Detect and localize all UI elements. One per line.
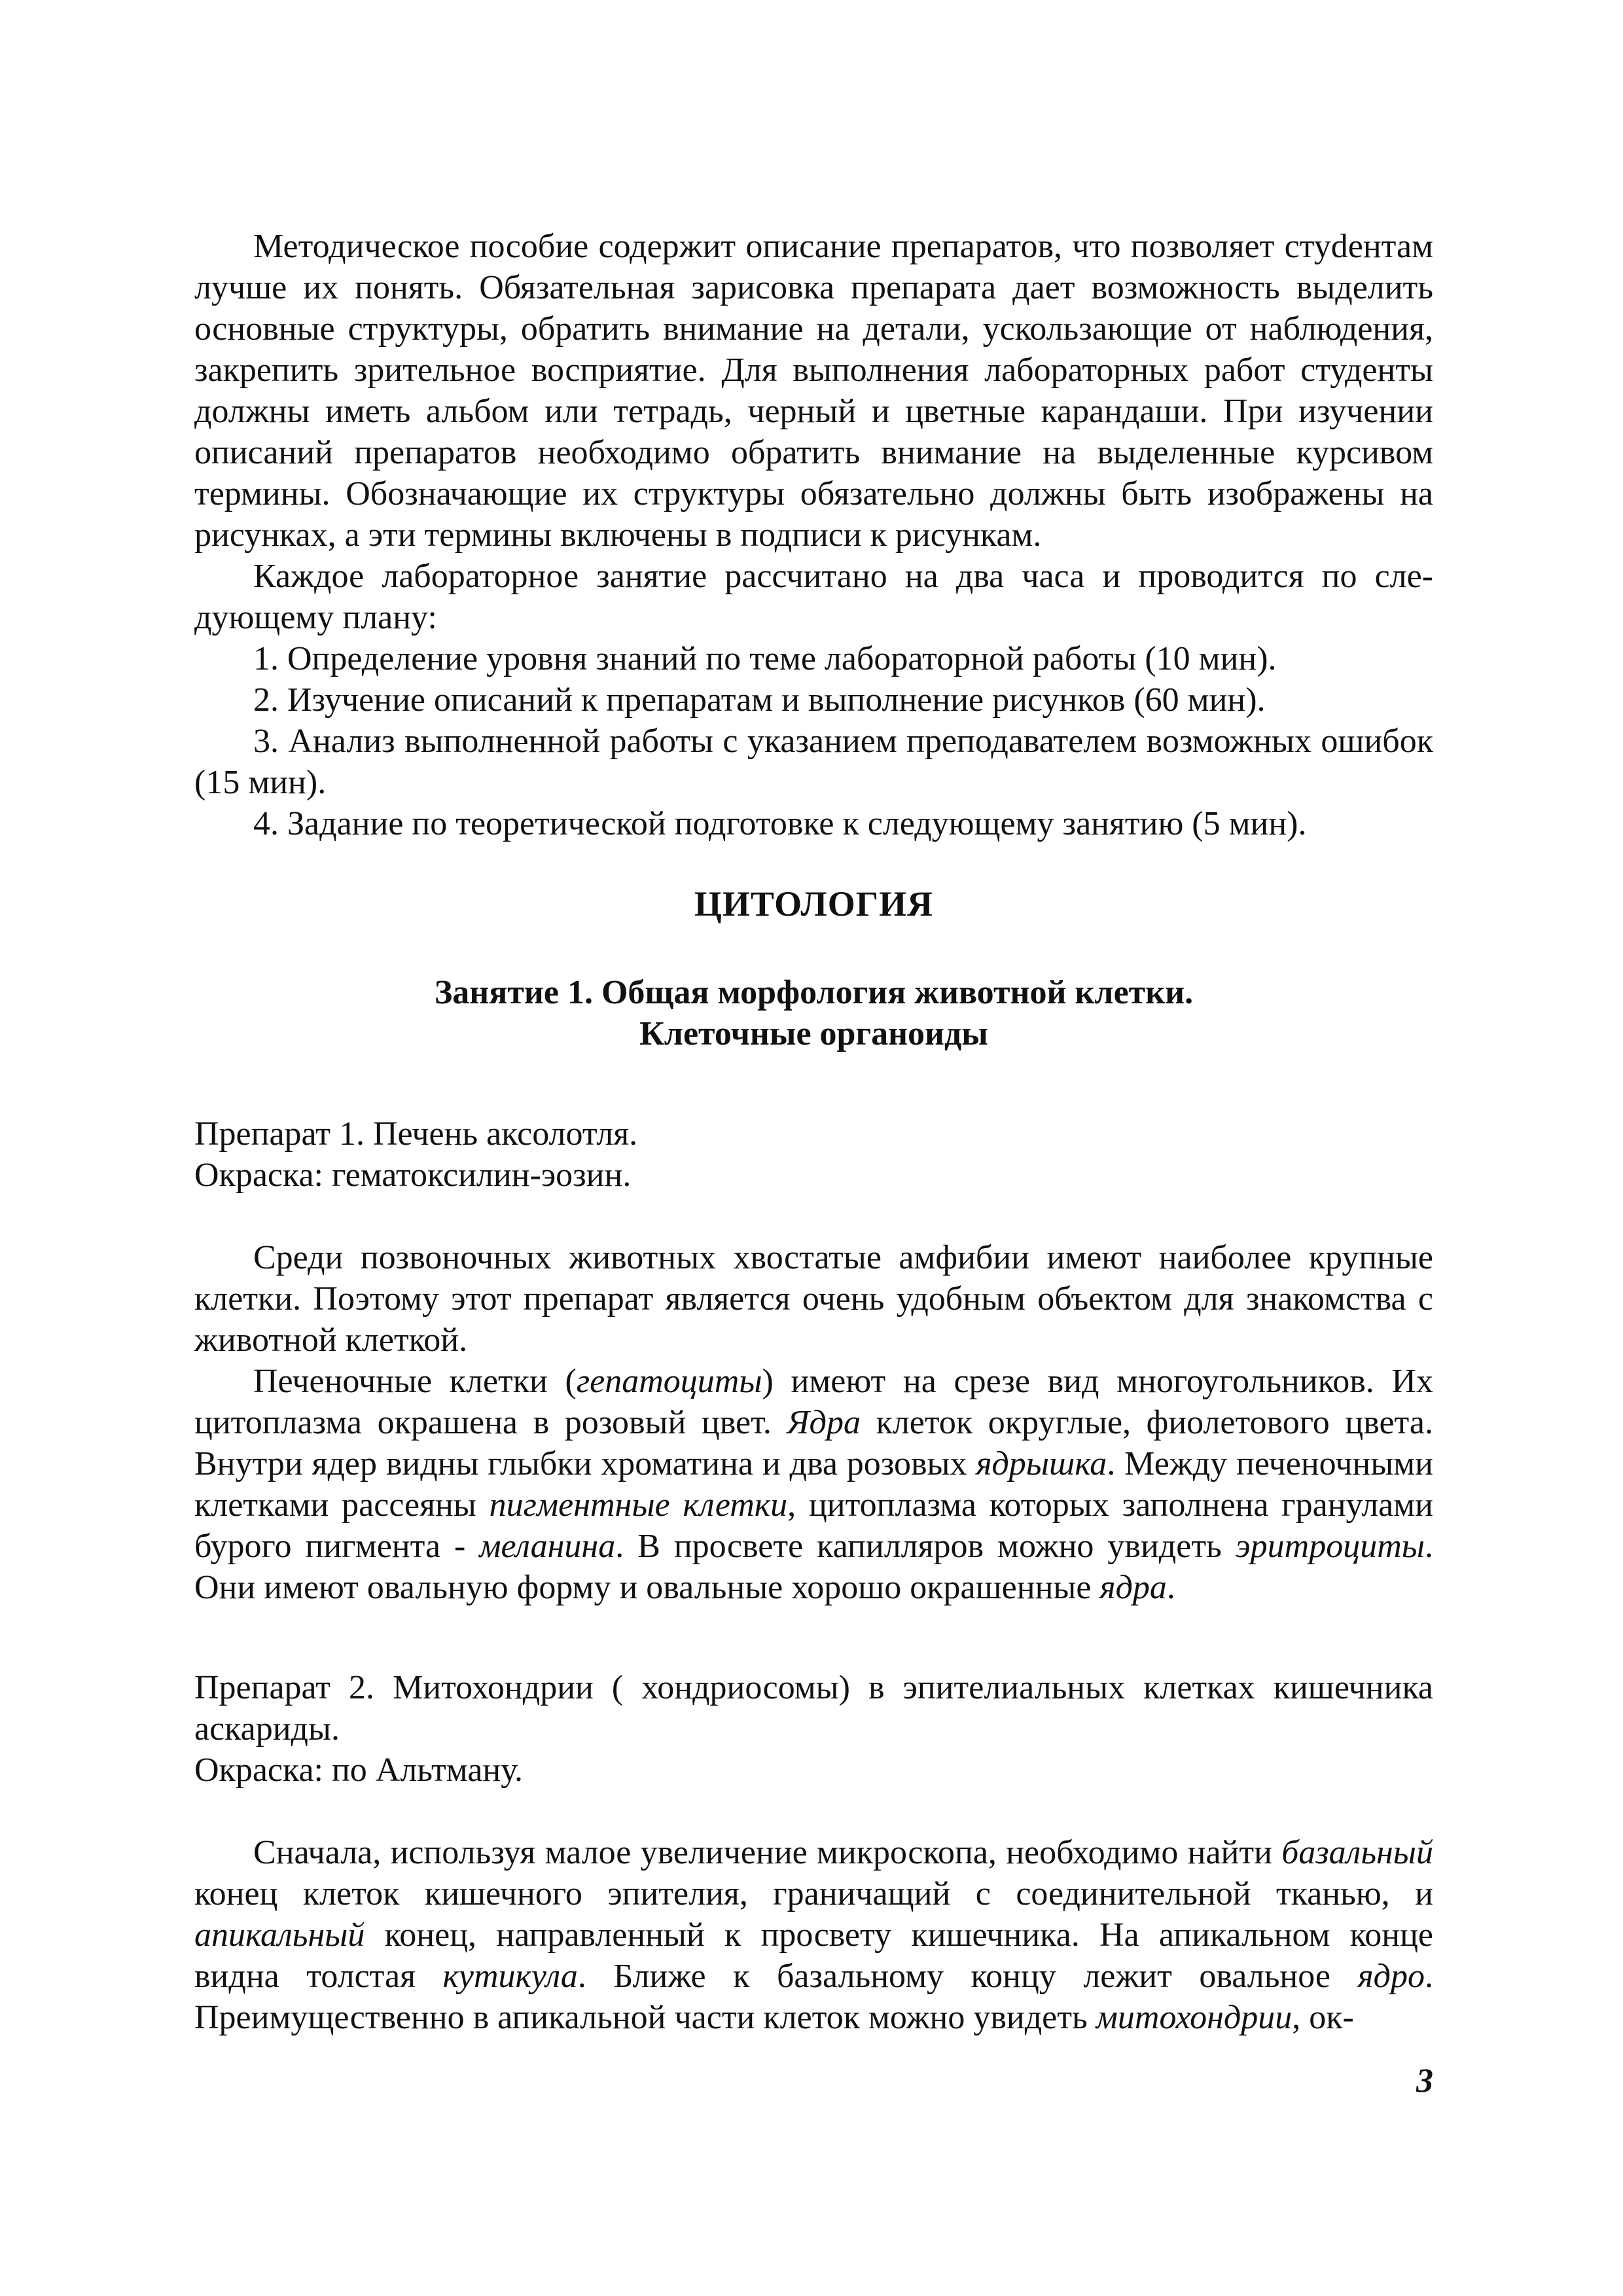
document-page bbox=[194, 226, 1433, 2038]
term-nuclei-2: ядра bbox=[1099, 1569, 1167, 1606]
text-run: , цитоплазма которых заполнена гранулами бурого пигмента - bbox=[194, 1486, 1433, 1565]
text-run: . Ближе к базальному концу лежит овальное bbox=[577, 1958, 1358, 1995]
text-run: . Преимущественно в апикальной части клеток можно увидеть bbox=[194, 1958, 1433, 2036]
section-title: ЦИТОЛОГИЯ bbox=[694, 884, 934, 924]
prep2-header bbox=[194, 1667, 1433, 1791]
plan-item-4: 4. Задание по теоретической подготовке к следующему занятию (5 мин). bbox=[253, 805, 1307, 842]
text-run: конец клеток кишечного эпителия, граничащий с соединительной тканью, и bbox=[194, 1875, 1433, 1912]
term-basal: базальный bbox=[1281, 1834, 1433, 1871]
spacer bbox=[194, 1196, 1433, 1237]
text-run: . bbox=[1166, 1569, 1175, 1606]
prep1-paragraph-1: Среди позвоночных животных хвостатые амфибии имеют наиболее крупные клетки. Поэтому этот препарат является очень удобным объектом для знакомства с животной клеткой. bbox=[194, 1239, 1433, 1359]
term-pigment-cells: пигментные клетки bbox=[489, 1486, 788, 1524]
plan-item-2: 2. Изучение описаний к препаратам и выполнение рисунков (60 мин). bbox=[253, 681, 1266, 719]
spacer bbox=[194, 1791, 1433, 1832]
term-nuclei: Ядра bbox=[787, 1404, 861, 1441]
intro-paragraph-2: Каждое лабораторное занятие рассчитано на два часа и проводится по следующему плану: bbox=[194, 558, 1433, 636]
lesson-title-line-2: Клеточные органоиды bbox=[639, 1015, 988, 1052]
prep2-name: Препарат 2. Митохондрии ( хондриосомы) в эпителиальных клетках кишечника аскариды. bbox=[194, 1669, 1433, 1748]
term-nucleus: ядро bbox=[1357, 1958, 1425, 1995]
text-run: , ок- bbox=[1292, 1999, 1354, 2036]
page-number: 3 bbox=[1416, 2062, 1433, 2100]
term-mitochondria: митохондрии bbox=[1096, 1999, 1293, 2036]
text-run: Печеночные клетки ( bbox=[253, 1363, 577, 1400]
text-run: . Они имеют овальную форму и овальные хорошо окрашенные bbox=[194, 1528, 1433, 1606]
term-hepatocytes: гепатоциты bbox=[576, 1363, 762, 1400]
text-run: . В просвете капилляров можно увидеть bbox=[615, 1528, 1236, 1565]
lesson-title bbox=[194, 972, 1433, 1054]
plan-item-1: 1. Определение уровня знаний по теме лабораторной работы (10 мин). bbox=[253, 640, 1277, 677]
term-apical: апикальный bbox=[194, 1916, 365, 1954]
text-run: ) имеют на срезе вид многоугольников. Их цитоплазма окрашена в розовый цвет. bbox=[194, 1363, 1433, 1441]
term-nucleoli: ядрышка bbox=[976, 1445, 1107, 1482]
lesson-title-line-1: Занятие 1. Общая морфология животной клетки. bbox=[434, 974, 1194, 1011]
intro-paragraph-1: Методическое пособие содержит описание препаратов, что позволяет стуdентам лучше их понять. Обязательная зарисовка препарата дает возможность выделить основные структуры, обратить внимание на детали, ускользающие от наблюдения, закрепить зрительное восприятие. Для выполнения лабораторных работ студенты должны иметь альбом или тетрадь, черный и цветные карандаши. При изучении описаний препаратов необходимо обратить внимание на выделенные курсивом термины. Обозначающие их структуры обязательно должны быть изображены на рисунках, а эти термины включены в подписи к рисункам. bbox=[194, 228, 1433, 554]
prep2-stain: Окраска: по Альтману. bbox=[194, 1751, 524, 1789]
term-melanin: меланина bbox=[479, 1528, 616, 1565]
text-run: клеток округлые, фиолетового цвета. Внутри ядер видны глыбки хроматина и два розовых bbox=[194, 1404, 1433, 1482]
term-erythrocytes: эритроциты bbox=[1235, 1528, 1425, 1565]
prep2-paragraph-1 bbox=[194, 1832, 1433, 2038]
prep1-stain: Окраска: гематоксилин-эозин. bbox=[194, 1157, 632, 1194]
prep1-paragraph-2 bbox=[194, 1361, 1433, 1608]
prep1-name: Препарат 1. Печень аксолотля. bbox=[194, 1115, 638, 1153]
text-run: Сначала, используя малое увеличение микроскопа, необходимо найти bbox=[253, 1834, 1282, 1871]
plan-item-3: 3. Анализ выполненной работы с указанием преподавателем возможных ошибок (15 мин). bbox=[194, 723, 1433, 801]
term-cuticle: кутикула bbox=[442, 1958, 578, 1995]
text-run: конец, направленный к просвету кишечника. На апикальном конце видна толстая bbox=[194, 1916, 1433, 1995]
prep1-header bbox=[194, 1113, 1433, 1196]
text-run: . Между печеночными клетками рассеяны bbox=[194, 1445, 1433, 1524]
